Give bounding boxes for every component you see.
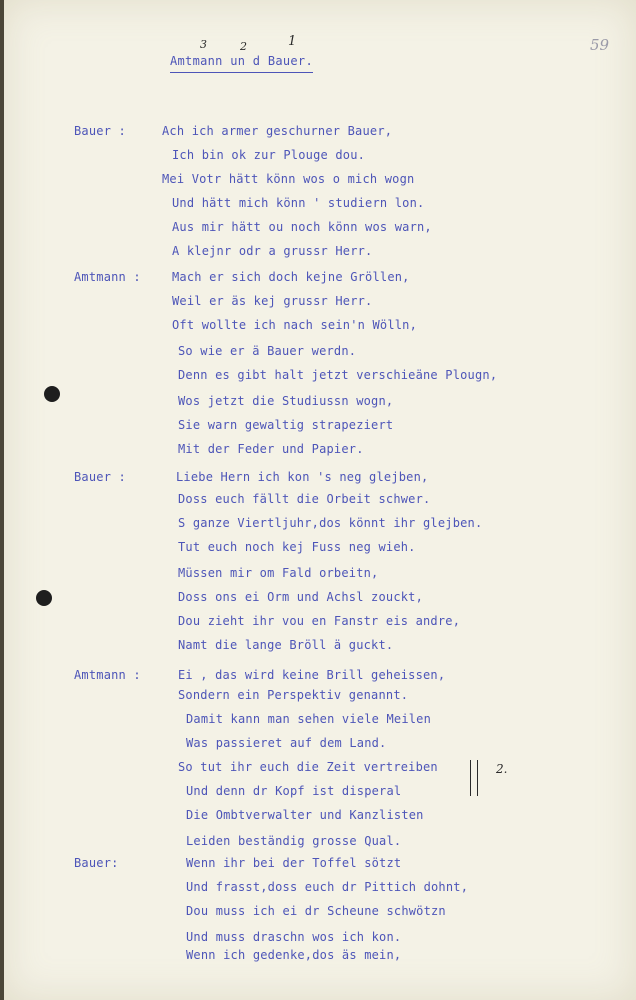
verse-line: Mei Votr hätt könn wos o mich wogn	[162, 172, 415, 186]
verse-line: Weil er äs kej grussr Herr.	[172, 294, 373, 308]
verse-line: Die Ombtverwalter und Kanzlisten	[186, 808, 424, 822]
speaker-label: Bauer :	[74, 124, 126, 138]
verse-line: Tut euch noch kej Fuss neg wieh.	[178, 540, 416, 554]
verse-line: Doss ons ei Orm und Achsl zouckt,	[178, 590, 424, 604]
verse-line: Und hätt mich könn ' studiern lon.	[172, 196, 425, 210]
verse-line: Ich bin ok zur Plouge dou.	[172, 148, 366, 162]
verse-line: So tut ihr euch die Zeit vertreiben	[178, 760, 438, 774]
speaker-label: Amtmann :	[74, 270, 141, 284]
verse-line: Wenn ihr bei der Toffel sötzt	[186, 856, 402, 870]
verse-line: Sondern ein Perspektiv genannt.	[178, 688, 409, 702]
verse-line: Müssen mir om Fald orbeitn,	[178, 566, 379, 580]
verse-line: Wos jetzt die Studiussn wogn,	[178, 394, 394, 408]
verse-line: Oft wollte ich nach sein'n Wölln,	[172, 318, 418, 332]
pencil-margin-mark	[470, 760, 478, 796]
pencil-margin-note: 2.	[496, 762, 508, 776]
verse-line: Wenn ich gedenke,dos äs mein,	[186, 948, 402, 962]
verse-line: Damit kann man sehen viele Meilen	[186, 712, 432, 726]
document-title: Amtmann un d Bauer.	[170, 54, 313, 73]
pen-mark-2: 2	[240, 40, 247, 53]
punch-hole-lower	[36, 590, 52, 606]
pen-mark-1: 1	[288, 34, 297, 49]
verse-line: Sie warn gewaltig strapeziert	[178, 418, 394, 432]
speaker-label: Bauer:	[74, 856, 119, 870]
punch-hole-upper	[44, 386, 60, 402]
verse-line: S ganze Viertljuhr,dos könnt ihr glejben.	[178, 516, 483, 530]
verse-line: Und denn dr Kopf ist disperal	[186, 784, 402, 798]
page-number: 59	[590, 36, 610, 54]
verse-line: Namt die lange Bröll ä guckt.	[178, 638, 394, 652]
verse-line: Was passieret auf dem Land.	[186, 736, 387, 750]
pen-mark-3: 3	[200, 38, 207, 51]
verse-line: So wie er ä Bauer werdn.	[178, 344, 357, 358]
verse-line: Leiden beständig grosse Qual.	[186, 834, 402, 848]
verse-line: A klejnr odr a grussr Herr.	[172, 244, 373, 258]
verse-line: Doss euch fällt die Orbeit schwer.	[178, 492, 431, 506]
verse-line: Und frasst,doss euch dr Pittich dohnt,	[186, 880, 469, 894]
verse-line: Und muss draschn wos ich kon.	[186, 930, 402, 944]
speaker-label: Bauer :	[74, 470, 126, 484]
verse-line: Liebe Hern ich kon 's neg glejben,	[176, 470, 429, 484]
document-page	[4, 0, 636, 1000]
verse-line: Dou zieht ihr vou en Fanstr eis andre,	[178, 614, 461, 628]
verse-line: Mach er sich doch kejne Gröllen,	[172, 270, 410, 284]
verse-line: Dou muss ich ei dr Scheune schwötzn	[186, 904, 446, 918]
verse-line: Denn es gibt halt jetzt verschieäne Plougn,	[178, 368, 498, 382]
verse-line: Ei , das wird keine Brill geheissen,	[178, 668, 446, 682]
speaker-label: Amtmann :	[74, 668, 141, 682]
verse-line: Aus mir hätt ou noch könn wos warn,	[172, 220, 432, 234]
verse-line: Mit der Feder und Papier.	[178, 442, 364, 456]
verse-line: Ach ich armer geschurner Bauer,	[162, 124, 393, 138]
